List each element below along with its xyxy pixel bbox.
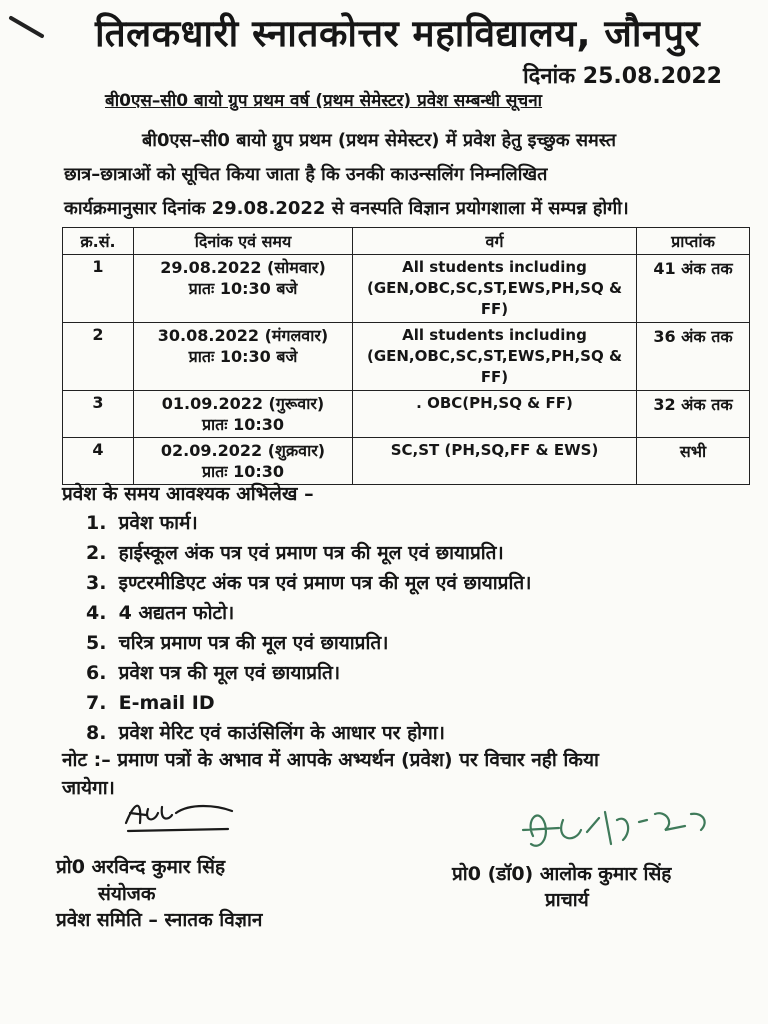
row-category [353,255,637,323]
list-item-number: 2. [86,542,107,564]
list-item [86,508,531,538]
row-date-time [134,323,353,391]
principal-signature [515,800,715,860]
corner-stroke-mark [8,10,48,40]
row-serial: 3 [63,391,134,438]
table-row [63,255,750,323]
list-item [86,718,531,748]
header-marks: प्राप्तांक [637,228,750,255]
table-row [63,391,750,438]
notice-subject: बी0एस–सी0 बायो ग्रुप प्रथम वर्ष (प्रथम सेमेस्टर) प्रवेश सम्बन्धी सूचना [105,91,543,111]
list-item [86,598,531,628]
convener-signature [120,793,240,837]
row-serial: 2 [63,323,134,391]
row-time: प्रातः 10:30 बजे [188,279,298,298]
table-row [63,323,750,391]
note-line-1: नोट :– प्रमाण पत्रों के अभाव में आपके अभ्यर्थन (प्रवेश) पर विचार नही किया [62,749,599,771]
row-date: 02.09.2022 (शुक्रवार) [160,441,326,460]
college-title: तिलकधारी स्नातकोत्तर महाविद्यालय, जौनपुर [95,12,701,55]
row-category-line-1: All students including [402,326,587,344]
list-item-text: इण्टरमीडिएट अंक पत्र एवं प्रमाण पत्र की मूल एवं छायाप्रति। [118,572,532,594]
note-line-2: जायेगा। [62,777,115,799]
header-date-time: दिनांक एवं समय [134,228,353,255]
row-date-time [134,255,353,323]
intro-line-2: छात्र–छात्राओं को सूचित किया जाता है कि उनकी काउन्सलिंग निम्नलिखित [64,164,548,185]
row-date: 29.08.2022 (सोमवार) [160,258,326,277]
row-category-line-1: All students including [402,258,587,276]
documents-heading: प्रवेश के समय आवश्यक अभिलेख – [62,483,314,505]
row-date: 01.09.2022 (गुरूवार) [161,394,325,413]
list-item-number: 4. [86,602,107,624]
list-item [86,688,531,718]
list-item-number: 8. [86,722,107,744]
row-marks: 36 अंक तक [637,323,750,391]
intro-line-1: बी0एस–सी0 बायो ग्रुप प्रथम (प्रथम सेमेस्टर) में प्रवेश हेतु इच्छुक समस्त [142,130,617,151]
list-item [86,568,531,598]
list-item-text: प्रवेश फार्म। [118,512,198,534]
row-category-line-2: (GEN,OBC,SC,ST,EWS,PH,SQ & FF) [366,347,623,386]
row-category-line-1: SC,ST (PH,SQ,FF & EWS) [390,441,599,459]
list-item-text: हाईस्कूल अंक पत्र एवं प्रमाण पत्र की मूल एवं छायाप्रति। [118,542,504,564]
table-header-row [63,228,750,255]
list-item-number: 1. [86,512,107,534]
row-category [353,391,637,438]
documents-list [86,508,531,748]
list-item [86,538,531,568]
row-date-time [134,391,353,438]
intro-line-3: कार्यक्रमानुसार दिनांक 29.08.2022 से वनस्पति विज्ञान प्रयोगशाला में सम्पन्न होगी। [64,198,629,219]
convener-name: प्रो0 अरविन्द कुमार सिंह [56,856,226,878]
list-item-text: 4 अद्यतन फोटो। [118,602,235,624]
list-item-number: 7. [86,692,107,714]
header-category: वर्ग [353,228,637,255]
list-item-text: E-mail ID [118,692,215,714]
list-item-number: 5. [86,632,107,654]
row-date-time [134,438,353,485]
notice-date: दिनांक 25.08.2022 [522,64,722,89]
row-time: प्रातः 10:30 [201,462,285,481]
list-item-number: 3. [86,572,107,594]
row-serial: 4 [63,438,134,485]
convener-role: संयोजक [98,883,156,905]
list-item-number: 6. [86,662,107,684]
counselling-schedule-table [62,227,750,485]
intro-paragraph [64,124,740,226]
row-date: 30.08.2022 (मंगलवार) [157,326,329,345]
principal-role: प्राचार्य [545,889,589,911]
convener-committee: प्रवेश समिति – स्नातक विज्ञान [56,909,263,931]
row-time: प्रातः 10:30 [201,415,285,434]
header-serial: क्र.सं. [63,228,134,255]
list-item-text: प्रवेश पत्र की मूल एवं छायाप्रति। [118,662,341,684]
list-item-text: चरित्र प्रमाण पत्र की मूल एवं छायाप्रति। [118,632,389,654]
principal-name: प्रो0 (डॉ0) आलोक कुमार सिंह [452,863,672,885]
row-marks: 32 अंक तक [637,391,750,438]
row-marks: सभी [637,438,750,485]
table-row [63,438,750,485]
row-category [353,323,637,391]
row-time: प्रातः 10:30 बजे [188,347,298,366]
list-item [86,658,531,688]
row-category [353,438,637,485]
row-serial: 1 [63,255,134,323]
row-category-line-2: (GEN,OBC,SC,ST,EWS,PH,SQ & FF) [366,279,623,318]
row-category-line-1: . OBC(PH,SQ & FF) [416,394,573,412]
row-marks: 41 अंक तक [637,255,750,323]
list-item [86,628,531,658]
list-item-text: प्रवेश मेरिट एवं काउंसिलिंग के आधार पर होगा। [118,722,445,744]
